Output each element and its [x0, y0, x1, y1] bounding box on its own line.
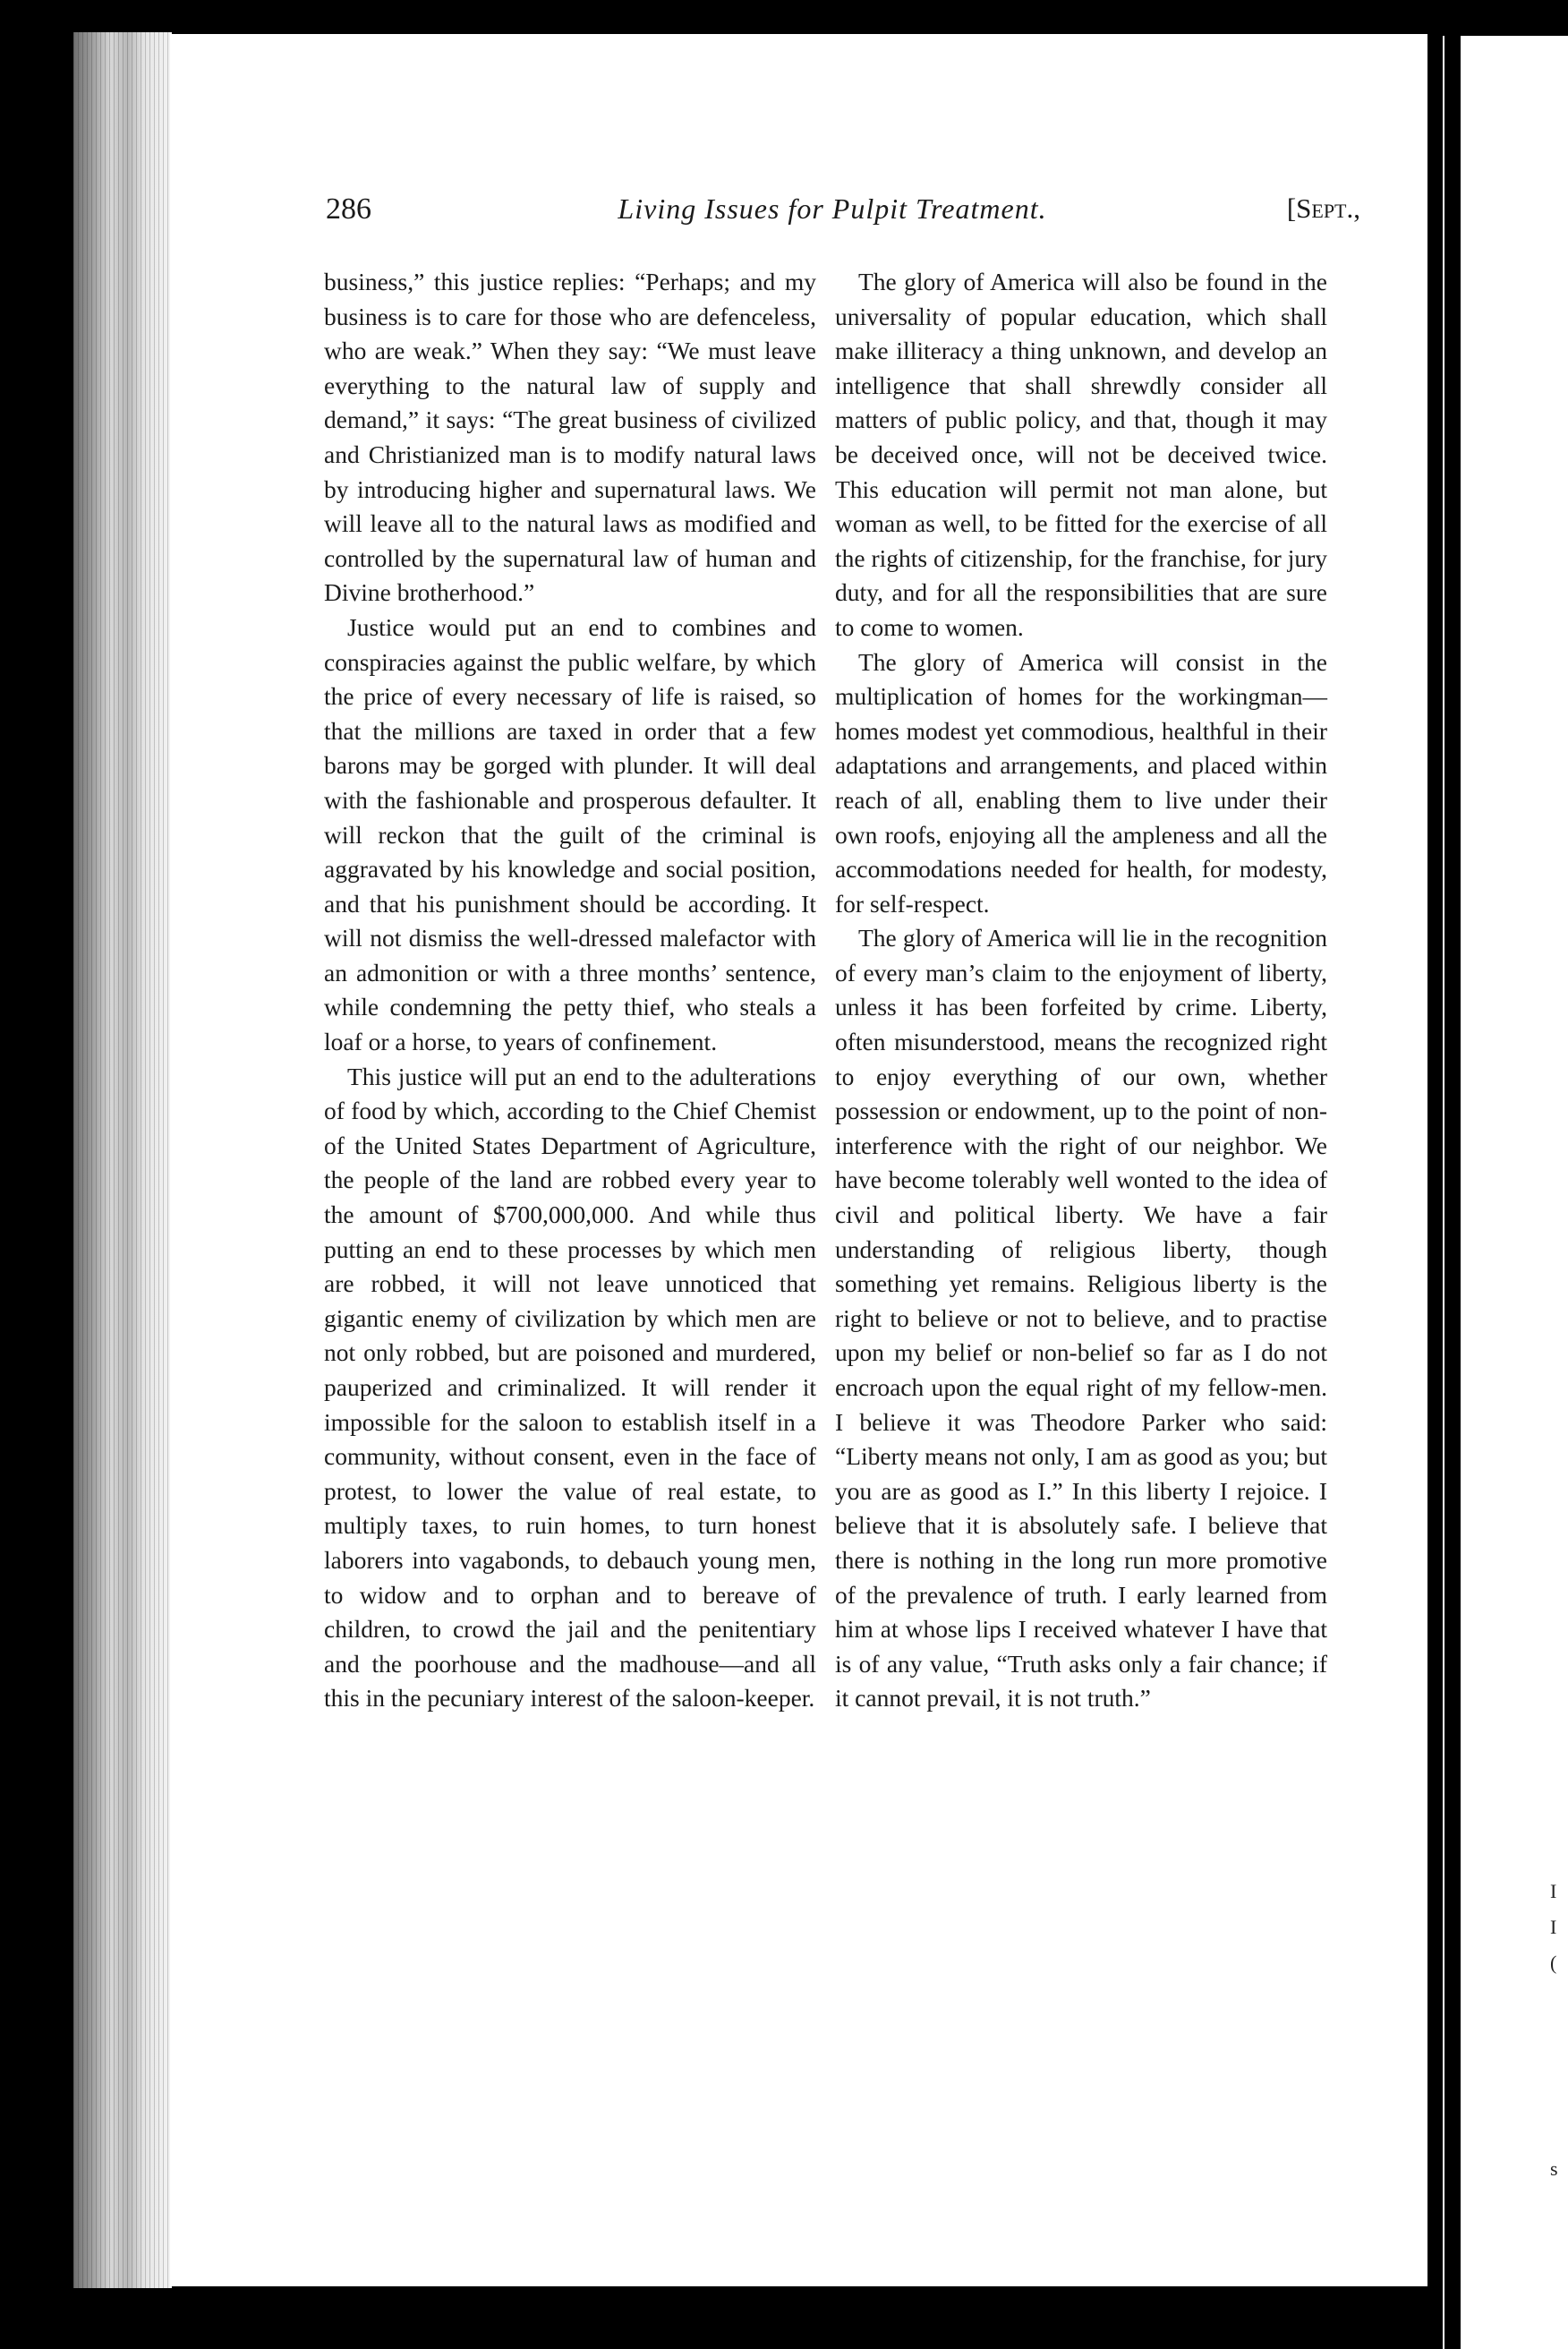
page-number: 286 [326, 192, 371, 226]
gutter-shadow [1444, 36, 1461, 2349]
margin-fragment: I [1550, 1916, 1557, 1938]
margin-fragment: I [1550, 1880, 1557, 1902]
running-month: [Sept., [1286, 192, 1360, 224]
paragraph: The glory of America will lie in the recognition of every man’s claim to the enjoyment of liberty, unless it has been forfeited by crime. Liberty, often misunderstood, means the recognized right to enjoy everything of our own, whether possession or endowment, up to the point of non-interference with the right of our neighbor. We have become tolerably well wonted to the idea of civil and political liberty. We have a fair understanding of religious liberty, though something yet remains. Religious liberty is the right to believe or not to believe, and to practise upon my belief or non-belief so far as I do not encroach upon the equal right of my fellow-men. I believe it was Theodore Parker who said: “Liberty means not only, I am as good as you; but you are as good as I.” In this liberty I rejoice. I believe that it is absolutely safe. I believe that there is nothing in the long run more promotive of the prevalence of truth. I early learned from him at whose lips I received whatever I have that is of any value, “Truth asks only a fair chance; if it cannot prevail, it is not truth.” [835, 924, 1327, 1713]
paragraph: This justice will put an end to the adulterations of food by which, according to the Chief Chemist of the United States Department of Agriculture, the people of the land are robbed every year to the amount of $700,000,000. And while thus putting an end to these processes by which men are robbed, it will not leave unnoticed that gigantic enemy of civilization by which men are not only robbed, but are poisoned and murdered, pauperized and criminalized. It will render it impossible for the saloon to establish itself in a community, without consent, even in the face of protest, to lower the value of real estate, to multiply taxes, to ruin homes, to turn honest laborers into vagabonds, to debauch young men, to widow and to orphan and to bereave of children, to crowd the jail and the penitentiary and the poorhouse and the madhouse—and all this in the pecuniary interest of the saloon-keeper. [324, 1062, 816, 1713]
margin-fragment: ( [1550, 1952, 1557, 1974]
paragraph: The glory of America will also be found in the universality of popular education, which shall make illiteracy a thing unknown, and develop an intelligence that shall shrewdly consider all matters of public policy, and that, though it may be deceived once, will not be deceived twice. This education will permit not man alone, but woman as well, to be fitted for the exercise of all the rights of citizenship, for the franchise, for jury duty, and for all the responsibilities that are sure to come to women. [835, 268, 1327, 641]
right-column [835, 265, 1327, 1716]
left-column [324, 265, 816, 1716]
paragraph: business,” this justice replies: “Perhaps; and my business is to care for those who are defenceless, who are weak.” When they say: “We must leave everything to the natural law of supply and demand,” it says: “The great business of civilized and Christianized man is to modify natural laws by introducing higher and supernatural laws. We will leave all to the natural laws as modified and controlled by the supernatural law of human and Divine brotherhood.” [324, 268, 816, 607]
facing-page-sliver [1443, 36, 1568, 2349]
paragraph: The glory of America will consist in the multiplication of homes for the workingman—homes modest yet commodious, healthful in their adaptations and arrangements, and placed within reach of all, enabling them to live under their own roofs, enjoying all the ampleness and all the accommodations needed for health, for modesty, for self-respect. [835, 647, 1327, 918]
margin-fragment: s [1550, 2157, 1558, 2180]
running-head [304, 192, 1360, 237]
book-page-edges [73, 32, 172, 2288]
paragraph: Justice would put an end to combines and conspiracies against the public welfare, by which the price of every necessary of life is raised, so that the millions are taxed in order that a few barons may be gorged with plunder. It will deal with the fashionable and prosperous defaulter. It will reckon that the guilt of the criminal is aggravated by his knowledge and social position, and that his punishment should be according. It will not dismiss the well-dressed malefactor with an admonition or with a three months’ sentence, while condemning the petty thief, who steals a loaf or a horse, to years of confinement. [324, 612, 816, 1056]
running-title: Living Issues for Pulpit Treatment. [618, 192, 1047, 225]
